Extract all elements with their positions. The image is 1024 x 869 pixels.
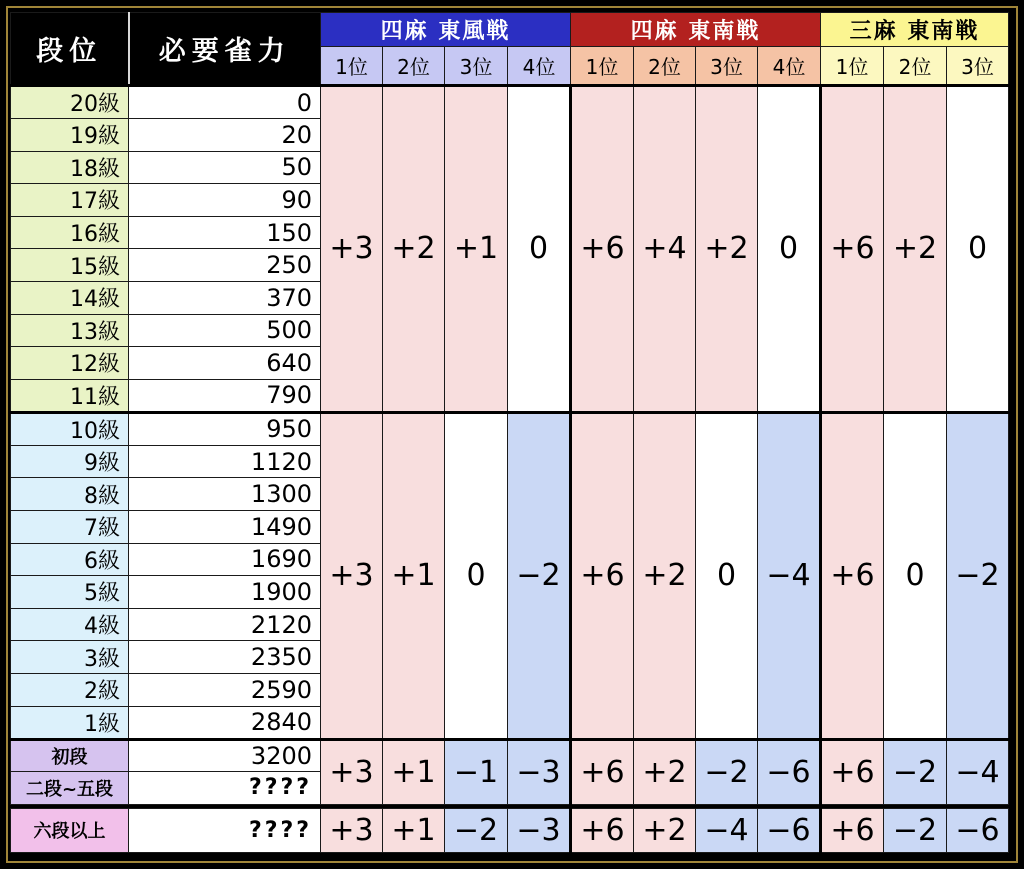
point-cell: +3 bbox=[321, 86, 383, 413]
point-cell: −2 bbox=[445, 808, 508, 852]
point-cell: 0 bbox=[508, 86, 571, 413]
required-cell: 1690 bbox=[129, 543, 321, 576]
position-header: 3位 bbox=[445, 47, 508, 86]
group-header-4p-south: 四麻 東南戦 bbox=[571, 13, 821, 47]
point-cell: −4 bbox=[947, 739, 1009, 804]
rank-cell: 17級 bbox=[11, 184, 129, 217]
rank-cell: 初段 bbox=[11, 739, 129, 772]
point-cell: +6 bbox=[821, 86, 884, 413]
point-cell: +6 bbox=[571, 739, 634, 804]
point-cell: +2 bbox=[634, 412, 696, 739]
required-cell: 150 bbox=[129, 216, 321, 249]
point-cell: +2 bbox=[383, 86, 445, 413]
position-header: 1位 bbox=[821, 47, 884, 86]
rank-cell: 1級 bbox=[11, 706, 129, 739]
point-cell: +3 bbox=[321, 808, 383, 852]
rank-cell: 15級 bbox=[11, 249, 129, 282]
required-cell: 2590 bbox=[129, 673, 321, 706]
point-cell: −2 bbox=[947, 412, 1009, 739]
point-cell: −6 bbox=[758, 739, 821, 804]
point-cell: +3 bbox=[321, 739, 383, 804]
position-header: 1位 bbox=[321, 47, 383, 86]
required-cell: 1490 bbox=[129, 510, 321, 543]
required-cell: 2120 bbox=[129, 608, 321, 641]
point-cell: +2 bbox=[634, 808, 696, 852]
required-cell: 1120 bbox=[129, 445, 321, 478]
group-header-4p-east: 四麻 東風戦 bbox=[321, 13, 571, 47]
rank-cell: 14級 bbox=[11, 281, 129, 314]
point-cell: +4 bbox=[634, 86, 696, 413]
group-header-3p-south: 三麻 東南戦 bbox=[821, 13, 1009, 47]
required-cell: 790 bbox=[129, 379, 321, 412]
rank-cell: 18級 bbox=[11, 151, 129, 184]
rank-cell: 13級 bbox=[11, 314, 129, 347]
point-cell: +2 bbox=[884, 86, 947, 413]
position-header: 2位 bbox=[884, 47, 947, 86]
point-cell: −2 bbox=[696, 739, 758, 804]
position-header: 1位 bbox=[571, 47, 634, 86]
point-cell: 0 bbox=[445, 412, 508, 739]
rank-cell: 5級 bbox=[11, 576, 129, 609]
rank-cell: 六段以上 bbox=[11, 808, 129, 852]
position-header: 2位 bbox=[634, 47, 696, 86]
rank-cell: 8級 bbox=[11, 478, 129, 511]
point-cell: −2 bbox=[884, 739, 947, 804]
point-cell: −4 bbox=[758, 412, 821, 739]
required-cell: 500 bbox=[129, 314, 321, 347]
point-cell: +6 bbox=[571, 412, 634, 739]
required-cell: 2840 bbox=[129, 706, 321, 739]
point-cell: −1 bbox=[445, 739, 508, 804]
required-cell: 2350 bbox=[129, 641, 321, 674]
rank-cell: 3級 bbox=[11, 641, 129, 674]
position-header: 4位 bbox=[508, 47, 571, 86]
rank-cell: 20級 bbox=[11, 86, 129, 119]
point-cell: −2 bbox=[508, 412, 571, 739]
required-cell: 1300 bbox=[129, 478, 321, 511]
point-cell: +2 bbox=[696, 86, 758, 413]
rank-cell: 19級 bbox=[11, 119, 129, 152]
required-cell: 370 bbox=[129, 281, 321, 314]
point-cell: +1 bbox=[383, 412, 445, 739]
point-cell: +6 bbox=[571, 808, 634, 852]
point-cell: 0 bbox=[884, 412, 947, 739]
required-cell: 50 bbox=[129, 151, 321, 184]
rank-cell: 11級 bbox=[11, 379, 129, 412]
point-cell: +1 bbox=[383, 808, 445, 852]
required-cell: 950 bbox=[129, 412, 321, 445]
rank-cell: 6級 bbox=[11, 543, 129, 576]
required-cell: ???? bbox=[129, 772, 321, 805]
rank-cell: 二段~五段 bbox=[11, 772, 129, 805]
required-cell: 640 bbox=[129, 347, 321, 380]
point-cell: 0 bbox=[758, 86, 821, 413]
position-header: 3位 bbox=[696, 47, 758, 86]
point-cell: +1 bbox=[383, 739, 445, 804]
point-cell: +2 bbox=[634, 739, 696, 804]
point-cell: −6 bbox=[947, 808, 1009, 852]
point-cell: −6 bbox=[758, 808, 821, 852]
required-cell: 1900 bbox=[129, 576, 321, 609]
rank-cell: 16級 bbox=[11, 216, 129, 249]
rank-points-table bbox=[10, 12, 1009, 853]
required-cell: 0 bbox=[129, 86, 321, 119]
point-cell: +6 bbox=[821, 412, 884, 739]
point-cell: +3 bbox=[321, 412, 383, 739]
point-cell: +1 bbox=[445, 86, 508, 413]
required-cell: ???? bbox=[129, 808, 321, 852]
point-cell: +6 bbox=[821, 808, 884, 852]
point-cell: 0 bbox=[696, 412, 758, 739]
rank-cell: 12級 bbox=[11, 347, 129, 380]
rank-cell: 4級 bbox=[11, 608, 129, 641]
position-header: 4位 bbox=[758, 47, 821, 86]
rank-cell: 7級 bbox=[11, 510, 129, 543]
point-cell: −3 bbox=[508, 808, 571, 852]
required-cell: 20 bbox=[129, 119, 321, 152]
point-cell: +6 bbox=[571, 86, 634, 413]
position-header: 3位 bbox=[947, 47, 1009, 86]
rank-header: 段位 bbox=[11, 13, 129, 86]
required-cell: 3200 bbox=[129, 739, 321, 772]
rank-cell: 2級 bbox=[11, 673, 129, 706]
point-cell: +6 bbox=[821, 739, 884, 804]
point-cell: −2 bbox=[884, 808, 947, 852]
rank-cell: 10級 bbox=[11, 412, 129, 445]
point-cell: −4 bbox=[696, 808, 758, 852]
required-cell: 90 bbox=[129, 184, 321, 217]
point-cell: 0 bbox=[947, 86, 1009, 413]
rank-cell: 9級 bbox=[11, 445, 129, 478]
position-header: 2位 bbox=[383, 47, 445, 86]
point-cell: −3 bbox=[508, 739, 571, 804]
required-header: 必要雀力 bbox=[129, 13, 321, 86]
required-cell: 250 bbox=[129, 249, 321, 282]
